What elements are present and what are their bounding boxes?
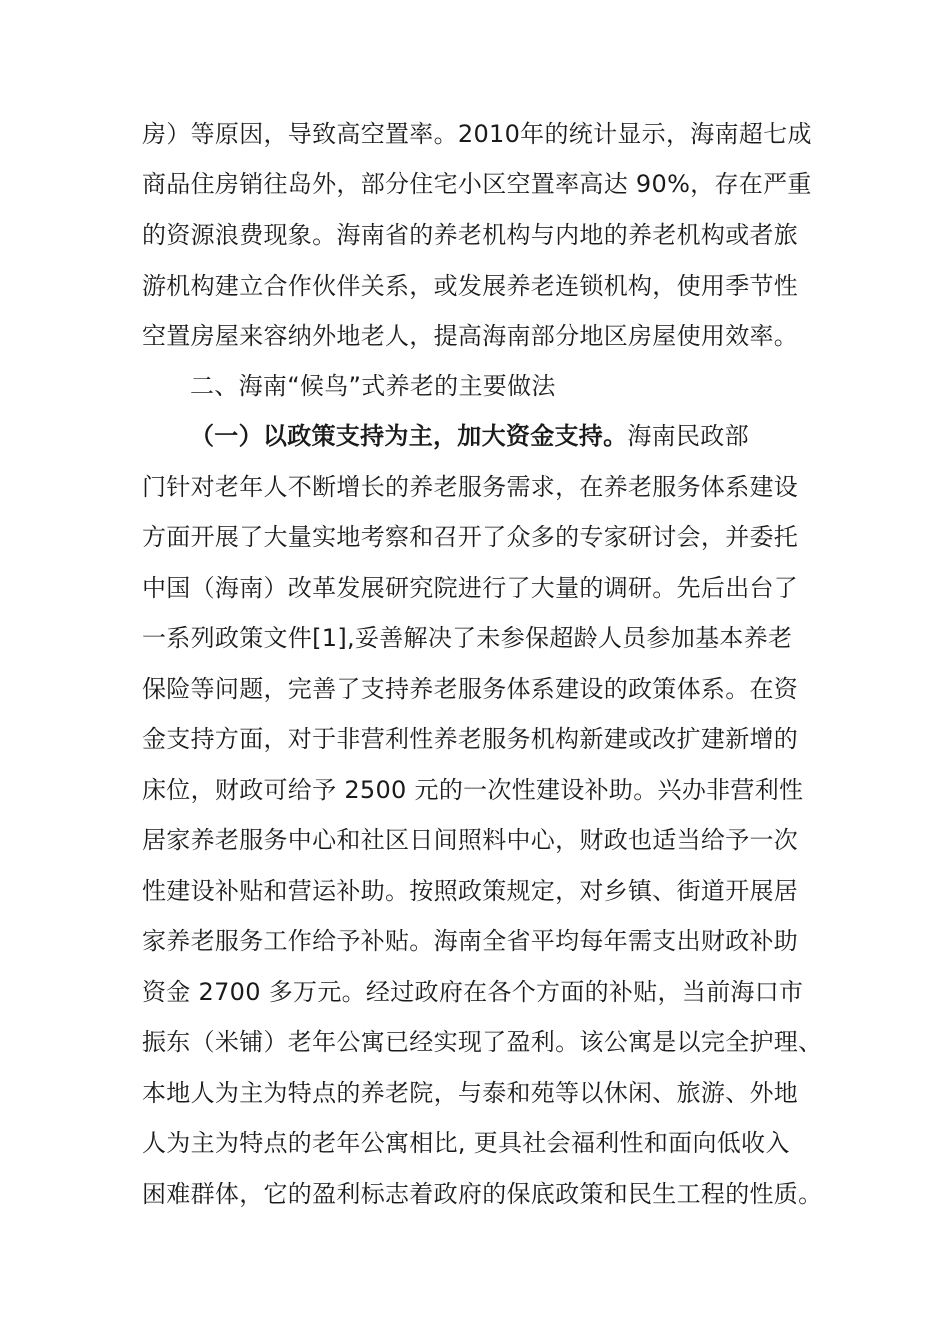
paragraph-line: 家养老服务工作给予补贴。海南全省平均每年需支出财政补助 <box>142 927 799 955</box>
subsection-heading: （一）以政策支持为主，加大资金支持。 <box>190 422 628 450</box>
paragraph-line: 门针对老年人不断增长的养老服务需求，在养老服务体系建设 <box>142 473 799 501</box>
paragraph-line: 空置房屋来容纳外地老人，提高海南部分地区房屋使用效率。 <box>142 322 799 350</box>
paragraph-line: 商品住房销往岛外，部分住宅小区空置率高达 90%，存在严重 <box>142 170 812 198</box>
paragraph-line: 人为主为特点的老年公寓相比, 更具社会福利性和面向低收入 <box>142 1129 790 1157</box>
paragraph-line: 本地人为主为特点的养老院，与泰和苑等以休闲、旅游、外地 <box>142 1079 799 1107</box>
paragraph-line: 振东（米铺）老年公寓已经实现了盈利。该公寓是以完全护理、 <box>142 1028 823 1056</box>
paragraph-line: 资金 2700 多万元。经过政府在各个方面的补贴，当前海口市 <box>142 978 804 1006</box>
paragraph-line: 的资源浪费现象。海南省的养老机构与内地的养老机构或者旅 <box>142 221 799 249</box>
paragraph-line: 保险等问题，完善了支持养老服务体系建设的政策体系。在资 <box>142 675 799 703</box>
paragraph-line: 床位，财政可给予 2500 元的一次性建设补助。兴办非营利性 <box>142 776 804 804</box>
paragraph-line: 游机构建立合作伙伴关系，或发展养老连锁机构，使用季节性 <box>142 272 799 300</box>
section-heading: 二、海南“候鸟”式养老的主要做法 <box>190 372 556 400</box>
subsection-first-line <box>190 420 749 452</box>
paragraph-line: 中国（海南）改革发展研究院进行了大量的调研。先后出台了 <box>142 574 799 602</box>
paragraph-line: 一系列政策文件[1],妥善解决了未参保超龄人员参加基本养老 <box>142 624 793 652</box>
paragraph-line: 性建设补贴和营运补助。按照政策规定，对乡镇、街道开展居 <box>142 877 799 905</box>
paragraph-text: 海南民政部 <box>627 422 749 450</box>
paragraph-line: 房）等原因，导致高空置率。2010年的统计显示，海南超七成 <box>142 120 812 148</box>
paragraph-line: 金支持方面，对于非营利性养老服务机构新建或改扩建新增的 <box>142 725 799 753</box>
paragraph-line: 方面开展了大量实地考察和召开了众多的专家研讨会，并委托 <box>142 523 799 551</box>
paragraph-line: 困难群体，它的盈利标志着政府的保底政策和民生工程的性质。 <box>142 1180 823 1208</box>
paragraph-line: 居家养老服务中心和社区日间照料中心，财政也适当给予一次 <box>142 826 799 854</box>
